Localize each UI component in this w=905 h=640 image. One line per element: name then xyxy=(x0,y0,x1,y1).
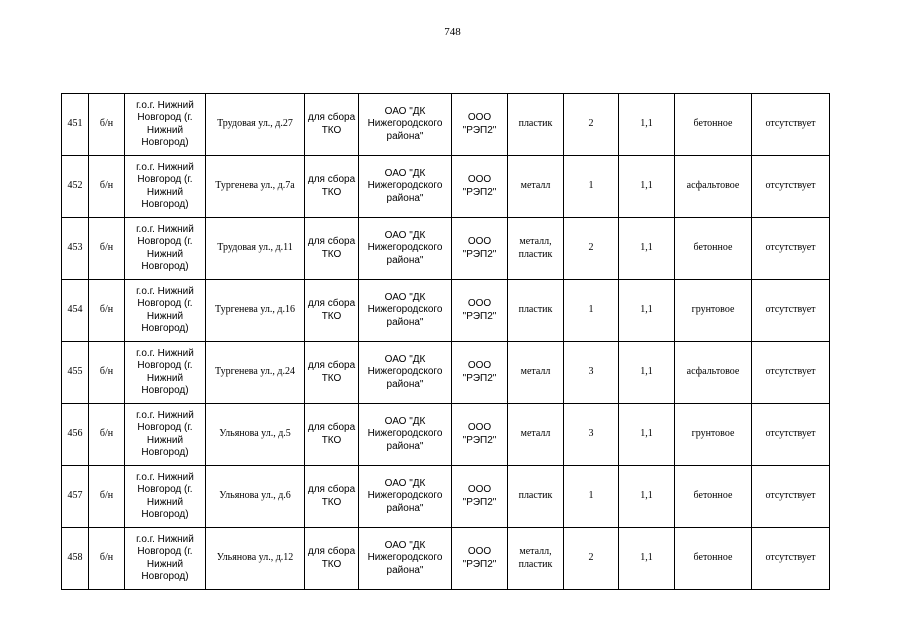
address-cell: Трудовая ул., д.27 xyxy=(206,94,305,156)
purpose-cell: для сбора ТКО xyxy=(305,94,359,156)
balance-holder-cell: ОАО "ДК Нижегородского района" xyxy=(359,280,452,342)
page-number: 748 xyxy=(444,26,461,38)
surface-type-cell: асфальтовое xyxy=(675,342,752,404)
table-row xyxy=(62,94,830,156)
table-row xyxy=(62,466,830,528)
registry-number-cell: б/н xyxy=(89,466,125,528)
container-count-cell: 1 xyxy=(564,466,619,528)
container-volume-cell: 1,1 xyxy=(619,280,675,342)
container-count-cell: 3 xyxy=(564,404,619,466)
container-material-cell: пластик xyxy=(508,94,564,156)
registry-number-cell: б/н xyxy=(89,404,125,466)
settlement-cell: г.о.г. Нижний Новгород (г. Нижний Новгород) xyxy=(125,342,206,404)
surface-type-cell: бетонное xyxy=(675,218,752,280)
purpose-cell: для сбора ТКО xyxy=(305,280,359,342)
operator-cell: ООО "РЭП2" xyxy=(452,466,508,528)
balance-holder-cell: ОАО "ДК Нижегородского района" xyxy=(359,466,452,528)
balance-holder-cell: ОАО "ДК Нижегородского района" xyxy=(359,218,452,280)
address-cell: Тургенева ул., д.7а xyxy=(206,156,305,218)
settlement-cell: г.о.г. Нижний Новгород (г. Нижний Новгород) xyxy=(125,466,206,528)
operator-cell: ООО "РЭП2" xyxy=(452,156,508,218)
container-count-cell: 1 xyxy=(564,280,619,342)
registry-number-cell: б/н xyxy=(89,280,125,342)
registry-number-cell: б/н xyxy=(89,342,125,404)
row-number-cell: 455 xyxy=(62,342,89,404)
settlement-cell: г.о.г. Нижний Новгород (г. Нижний Новгород) xyxy=(125,218,206,280)
settlement-cell: г.о.г. Нижний Новгород (г. Нижний Новгород) xyxy=(125,156,206,218)
container-material-cell: металл xyxy=(508,404,564,466)
address-cell: Тургенева ул., д.24 xyxy=(206,342,305,404)
container-volume-cell: 1,1 xyxy=(619,404,675,466)
row-number-cell: 453 xyxy=(62,218,89,280)
container-count-cell: 2 xyxy=(564,218,619,280)
surface-type-cell: бетонное xyxy=(675,94,752,156)
address-cell: Тургенева ул., д.16 xyxy=(206,280,305,342)
operator-cell: ООО "РЭП2" xyxy=(452,528,508,590)
container-volume-cell: 1,1 xyxy=(619,528,675,590)
balance-holder-cell: ОАО "ДК Нижегородского района" xyxy=(359,156,452,218)
balance-holder-cell: ОАО "ДК Нижегородского района" xyxy=(359,342,452,404)
container-count-cell: 2 xyxy=(564,528,619,590)
operator-cell: ООО "РЭП2" xyxy=(452,342,508,404)
purpose-cell: для сбора ТКО xyxy=(305,156,359,218)
settlement-cell: г.о.г. Нижний Новгород (г. Нижний Новгород) xyxy=(125,528,206,590)
row-number-cell: 451 xyxy=(62,94,89,156)
container-count-cell: 3 xyxy=(564,342,619,404)
row-number-cell: 457 xyxy=(62,466,89,528)
address-cell: Трудовая ул., д.11 xyxy=(206,218,305,280)
balance-holder-cell: ОАО "ДК Нижегородского района" xyxy=(359,528,452,590)
surface-type-cell: грунтовое xyxy=(675,280,752,342)
fence-cell: отсутствует xyxy=(752,528,830,590)
container-volume-cell: 1,1 xyxy=(619,218,675,280)
fence-cell: отсутствует xyxy=(752,466,830,528)
container-volume-cell: 1,1 xyxy=(619,342,675,404)
fence-cell: отсутствует xyxy=(752,218,830,280)
operator-cell: ООО "РЭП2" xyxy=(452,94,508,156)
balance-holder-cell: ОАО "ДК Нижегородского района" xyxy=(359,94,452,156)
registry-number-cell: б/н xyxy=(89,156,125,218)
container-material-cell: металл xyxy=(508,156,564,218)
purpose-cell: для сбора ТКО xyxy=(305,528,359,590)
address-cell: Ульянова ул., д.5 xyxy=(206,404,305,466)
container-volume-cell: 1,1 xyxy=(619,156,675,218)
operator-cell: ООО "РЭП2" xyxy=(452,280,508,342)
container-material-cell: пластик xyxy=(508,280,564,342)
container-material-cell: пластик xyxy=(508,466,564,528)
fence-cell: отсутствует xyxy=(752,280,830,342)
container-material-cell: металл, пластик xyxy=(508,218,564,280)
address-cell: Ульянова ул., д.6 xyxy=(206,466,305,528)
purpose-cell: для сбора ТКО xyxy=(305,466,359,528)
operator-cell: ООО "РЭП2" xyxy=(452,404,508,466)
container-material-cell: металл xyxy=(508,342,564,404)
purpose-cell: для сбора ТКО xyxy=(305,404,359,466)
row-number-cell: 452 xyxy=(62,156,89,218)
table-row xyxy=(62,218,830,280)
row-number-cell: 454 xyxy=(62,280,89,342)
table-row xyxy=(62,156,830,218)
surface-type-cell: бетонное xyxy=(675,466,752,528)
fence-cell: отсутствует xyxy=(752,404,830,466)
table-row xyxy=(62,528,830,590)
registry-number-cell: б/н xyxy=(89,94,125,156)
row-number-cell: 456 xyxy=(62,404,89,466)
container-count-cell: 2 xyxy=(564,94,619,156)
fence-cell: отсутствует xyxy=(752,342,830,404)
registry-number-cell: б/н xyxy=(89,218,125,280)
table-row xyxy=(62,342,830,404)
table-row xyxy=(62,404,830,466)
container-volume-cell: 1,1 xyxy=(619,94,675,156)
container-material-cell: металл, пластик xyxy=(508,528,564,590)
container-volume-cell: 1,1 xyxy=(619,466,675,528)
fence-cell: отсутствует xyxy=(752,156,830,218)
registry-table xyxy=(61,93,830,590)
surface-type-cell: бетонное xyxy=(675,528,752,590)
row-number-cell: 458 xyxy=(62,528,89,590)
container-count-cell: 1 xyxy=(564,156,619,218)
surface-type-cell: асфальтовое xyxy=(675,156,752,218)
purpose-cell: для сбора ТКО xyxy=(305,342,359,404)
surface-type-cell: грунтовое xyxy=(675,404,752,466)
table-row xyxy=(62,280,830,342)
registry-number-cell: б/н xyxy=(89,528,125,590)
balance-holder-cell: ОАО "ДК Нижегородского района" xyxy=(359,404,452,466)
operator-cell: ООО "РЭП2" xyxy=(452,218,508,280)
settlement-cell: г.о.г. Нижний Новгород (г. Нижний Новгород) xyxy=(125,280,206,342)
purpose-cell: для сбора ТКО xyxy=(305,218,359,280)
address-cell: Ульянова ул., д.12 xyxy=(206,528,305,590)
settlement-cell: г.о.г. Нижний Новгород (г. Нижний Новгород) xyxy=(125,94,206,156)
fence-cell: отсутствует xyxy=(752,94,830,156)
settlement-cell: г.о.г. Нижний Новгород (г. Нижний Новгород) xyxy=(125,404,206,466)
